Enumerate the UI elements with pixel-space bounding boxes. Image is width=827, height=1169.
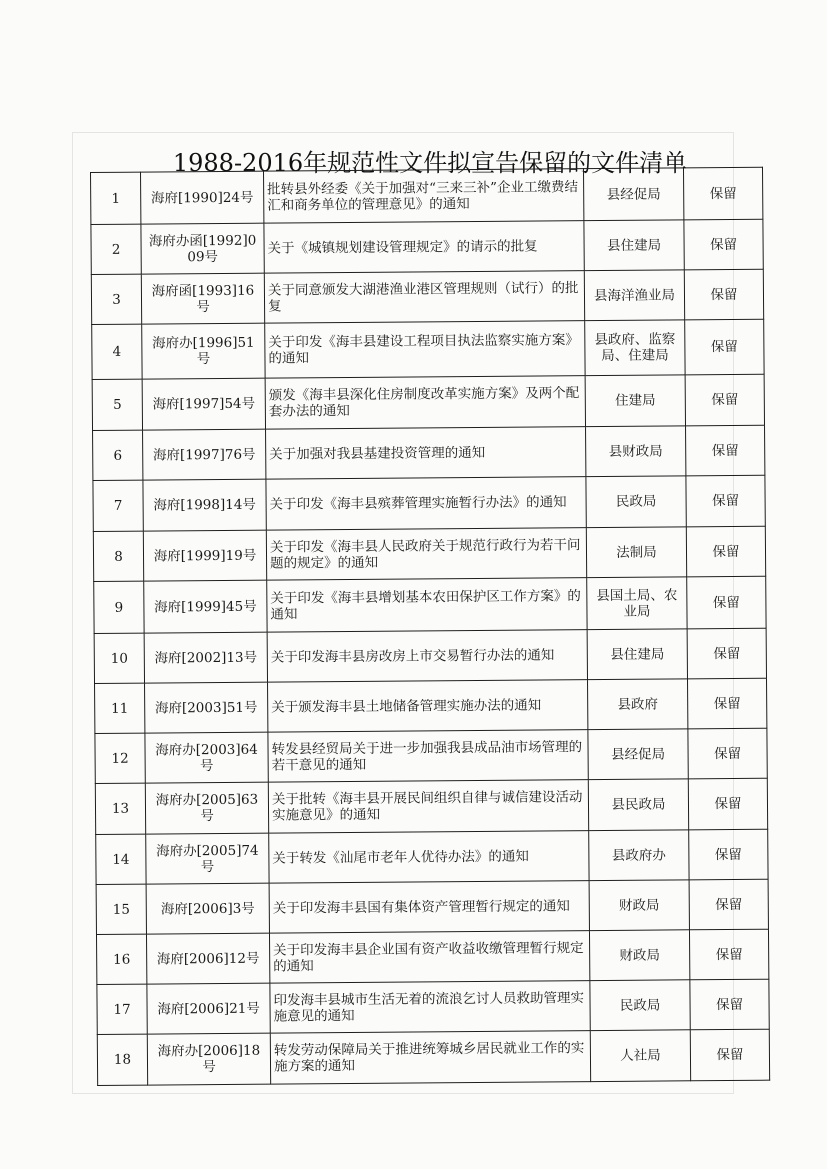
document-code: 海府[1998]14号 xyxy=(143,479,266,531)
table-row xyxy=(94,576,766,633)
table-row xyxy=(95,678,767,733)
row-number: 16 xyxy=(96,934,146,984)
row-number: 3 xyxy=(91,274,141,324)
row-number: 1 xyxy=(91,172,141,224)
document-code: 海府[2002]13号 xyxy=(144,632,267,683)
responsible-department: 法制局 xyxy=(586,527,686,578)
table-row xyxy=(95,778,767,834)
document-code: 海府[2006]21号 xyxy=(147,983,270,1034)
document-title-cell: 关于印发海丰县房改房上市交易暂行办法的通知 xyxy=(267,630,587,683)
responsible-department: 住建局 xyxy=(585,375,685,427)
document-code: 海府[1999]19号 xyxy=(143,530,266,581)
row-number: 2 xyxy=(91,224,141,274)
retention-status: 保留 xyxy=(690,979,769,1030)
row-number: 15 xyxy=(96,884,146,934)
document-title-cell: 颁发《海丰县深化住房制度改革实施方案》及两个配套办法的通知 xyxy=(265,376,585,430)
table-row xyxy=(94,628,766,683)
row-number: 8 xyxy=(93,531,143,581)
responsible-department: 县住建局 xyxy=(584,220,684,271)
responsible-department: 县民政局 xyxy=(588,779,688,831)
retention-status: 保留 xyxy=(686,475,765,527)
document-code: 海府办[2003]64号 xyxy=(145,732,268,783)
retention-status: 保留 xyxy=(688,778,767,830)
responsible-department: 县政府 xyxy=(588,679,688,730)
table-row xyxy=(93,475,765,531)
retention-status: 保留 xyxy=(683,167,762,220)
document-title-cell: 关于批转《海丰县开展民间组织自律与诚信建设活动实施意见》的通知 xyxy=(268,780,588,834)
table-row xyxy=(96,879,768,934)
responsible-department: 县政府、监察局、住建局 xyxy=(585,320,685,376)
document-code: 海府[1990]24号 xyxy=(141,171,264,224)
row-number: 4 xyxy=(92,324,142,379)
table-row xyxy=(92,319,764,379)
document-code: 海府办[2005]63号 xyxy=(145,782,268,834)
table-row xyxy=(91,269,763,324)
document-title-cell: 关于印发《海丰县建设工程项目执法监察实施方案》的通知 xyxy=(265,321,585,379)
responsible-department: 民政局 xyxy=(590,980,690,1031)
document-code: 海府办[1996]51号 xyxy=(142,323,265,379)
table-row xyxy=(95,728,767,783)
document-code: 海府[2006]3号 xyxy=(146,883,269,934)
retention-status: 保留 xyxy=(687,628,766,679)
responsible-department: 县财政局 xyxy=(586,426,686,477)
responsible-department: 人社局 xyxy=(590,1030,690,1082)
retention-status: 保留 xyxy=(689,929,768,980)
document-code: 海府办函[1992]009号 xyxy=(141,223,264,274)
document-code: 海府[1997]54号 xyxy=(142,378,265,430)
row-number: 9 xyxy=(94,581,144,633)
document-title-cell: 关于印发海丰县国有集体资产管理暂行规定的通知 xyxy=(269,881,589,934)
document-title-cell: 关于印发《海丰县殡葬管理实施暂行办法》的通知 xyxy=(266,477,586,531)
document-title-cell: 关于转发《汕尾市老年人优待办法》的通知 xyxy=(269,831,589,884)
table-row xyxy=(96,929,768,984)
document-title-cell: 关于印发《海丰县人民政府关于规范行政行为若干问题的规定》的通知 xyxy=(266,528,586,581)
document-code: 海府[2003]51号 xyxy=(145,682,268,733)
retention-status: 保留 xyxy=(688,728,767,779)
document-code: 海府办[2005]74号 xyxy=(146,833,269,884)
document-title: 1988-2016年规范性文件拟宣告保留的文件清单 xyxy=(172,149,688,177)
retention-status: 保留 xyxy=(690,1029,769,1081)
row-number: 18 xyxy=(97,1034,147,1085)
responsible-department: 财政局 xyxy=(589,880,689,931)
row-number: 11 xyxy=(95,683,145,733)
retention-status: 保留 xyxy=(687,576,766,629)
row-number: 17 xyxy=(97,984,147,1034)
document-title-cell: 印发海丰县城市生活无着的流浪乞讨人员救助管理实施意见的通知 xyxy=(270,981,590,1034)
row-number: 10 xyxy=(94,633,144,683)
table-row xyxy=(97,1029,769,1085)
responsible-department: 县海洋渔业局 xyxy=(584,270,684,321)
row-number: 6 xyxy=(93,430,143,480)
row-number: 12 xyxy=(95,733,145,783)
retention-status: 保留 xyxy=(687,678,766,729)
table-row xyxy=(97,979,769,1034)
retention-status: 保留 xyxy=(685,374,764,426)
responsible-department: 县政府办 xyxy=(589,830,689,881)
document-title-cell: 关于同意颁发大湖港渔业港区管理规则（试行）的批复 xyxy=(264,271,584,324)
row-number: 5 xyxy=(92,379,142,430)
table-row xyxy=(93,425,765,480)
retention-status: 保留 xyxy=(689,829,768,880)
retention-status: 保留 xyxy=(686,425,765,476)
responsible-department: 县国土局、农业局 xyxy=(587,577,687,630)
document-title-cell: 关于《城镇规划建设管理规定》的请示的批复 xyxy=(264,221,584,274)
responsible-department: 县住建局 xyxy=(587,629,687,680)
document-title-cell: 转发县经贸局关于进一步加强我县成品油市场管理的若干意见的通知 xyxy=(268,730,588,783)
table-row xyxy=(91,167,763,224)
document-code: 海府办[2006]18号 xyxy=(147,1033,270,1085)
document-code: 海府[2006]12号 xyxy=(146,933,269,984)
document-title-cell: 关于加强对我县基建投资管理的通知 xyxy=(266,427,586,480)
responsible-department: 县经促局 xyxy=(588,729,688,780)
table-row xyxy=(91,219,763,274)
retention-status: 保留 xyxy=(689,879,768,930)
document-title-cell: 关于颁发海丰县土地储备管理实施办法的通知 xyxy=(268,680,588,733)
retention-status: 保留 xyxy=(684,219,763,270)
retention-status: 保留 xyxy=(686,526,765,577)
document-code: 海府[1999]45号 xyxy=(144,580,267,633)
document-title-cell: 批转县外经委《关于加强对“三来三补”企业工缴费结汇和商务单位的管理意见》的通知 xyxy=(263,169,583,224)
row-number: 7 xyxy=(93,480,143,531)
responsible-department: 县经促局 xyxy=(583,168,683,221)
row-number: 14 xyxy=(96,834,146,884)
retention-status: 保留 xyxy=(684,269,763,320)
table-row xyxy=(93,526,765,581)
document-title-cell: 关于印发《海丰县增划基本农田保护区工作方案》的通知 xyxy=(267,578,587,633)
document-code: 海府函[1993]16号 xyxy=(141,273,264,324)
row-number: 13 xyxy=(95,783,145,834)
document-title-cell: 关于印发海丰县企业国有资产收益收缴管理暂行规定的通知 xyxy=(269,931,589,984)
table-row xyxy=(92,374,764,430)
document-title-cell: 转发劳动保障局关于推进统筹城乡居民就业工作的实施方案的通知 xyxy=(270,1031,590,1085)
responsible-department: 财政局 xyxy=(589,930,689,981)
document-code: 海府[1997]76号 xyxy=(143,429,266,480)
retention-status: 保留 xyxy=(685,319,764,375)
file-list-table xyxy=(90,167,770,1086)
table-row xyxy=(96,829,768,884)
responsible-department: 民政局 xyxy=(586,476,686,528)
